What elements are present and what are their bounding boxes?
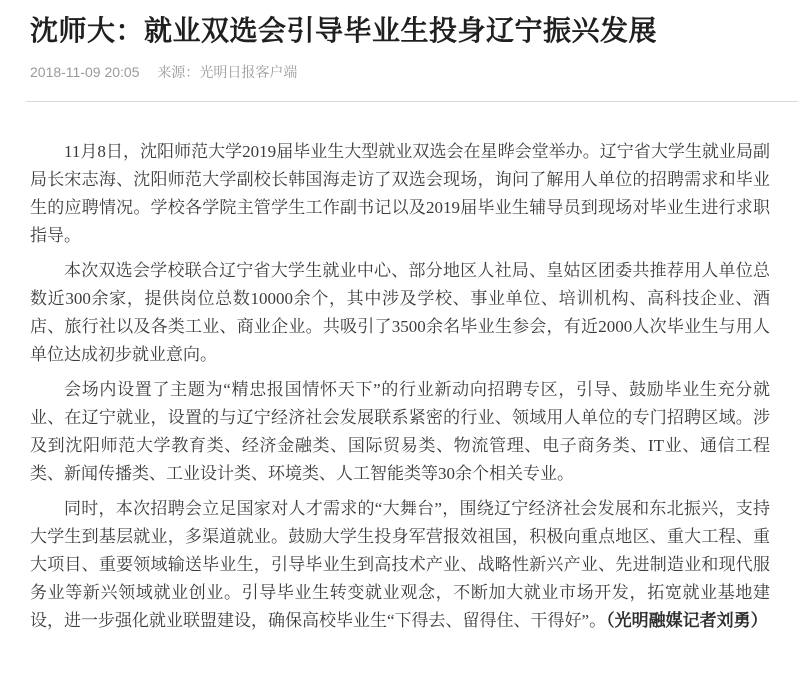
- article-body: [30, 138, 770, 635]
- article-title: 沈师大：就业双选会引导毕业生投身辽宁振兴发展: [30, 16, 658, 47]
- paragraph: 会场内设置了主题为“精忠报国情怀天下”的行业新动向招聘专区，引导、鼓励毕业生充分就业、在辽宁就业，设置的与辽宁经济社会发展联系紧密的行业、领域用人单位的专门招聘区域。涉及到沈阳师范大学教育类、经济金融类、国际贸易类、物流管理、电子商务类、IT业、通信工程类、新闻传播类、工业设计类、环境类、人工智能类等30余个相关专业。: [30, 380, 770, 483]
- paragraph: [30, 495, 770, 635]
- paragraph-text: 同时，本次招聘会立足国家对人才需求的“大舞台”，围绕辽宁经济社会发展和东北振兴，支持大学生到基层就业，多渠道就业。鼓励大学生投身军营报效祖国，积极向重点地区、重大工程、重大项目、重要领域输送毕业生，引导毕业生到高技术产业、战略性新兴产业、先进制造业和现代服务业等新兴领域就业创业。引导毕业生转变就业观念，不断加大就业市场开发，拓宽就业基地建设，进一步强化就业联盟建设，确保高校毕业生“下得去、留得住、干得好”。: [30, 499, 770, 630]
- paragraph: 11月8日，沈阳师范大学2019届毕业生大型就业双选会在星晔会堂举办。辽宁省大学生就业局副局长宋志海、沈阳师范大学副校长韩国海走访了双选会现场，询问了解用人单位的招聘需求和毕业生的应聘情况。学校各学院主管学生工作副书记以及2019届毕业生辅导员到现场对毕业生进行求职指导。: [30, 142, 770, 245]
- paragraph: 本次双选会学校联合辽宁省大学生就业中心、部分地区人社局、皇姑区团委共推荐用人单位总数近300余家，提供岗位总数10000余个，其中涉及学校、事业单位、培训机构、高科技企业、酒店、旅行社以及各类工业、商业企业。共吸引了3500余名毕业生参会，有近2000人次毕业生与用人单位达成初步就业意向。: [30, 261, 770, 364]
- article-meta: [30, 62, 770, 82]
- publish-date: 2018-11-09 20:05: [30, 64, 140, 80]
- source-name: 光明日报客户端: [199, 64, 298, 80]
- header-divider: [26, 101, 798, 102]
- source-label: 来源：: [157, 64, 200, 80]
- reporter-byline: （光明融媒记者刘勇）: [606, 611, 768, 630]
